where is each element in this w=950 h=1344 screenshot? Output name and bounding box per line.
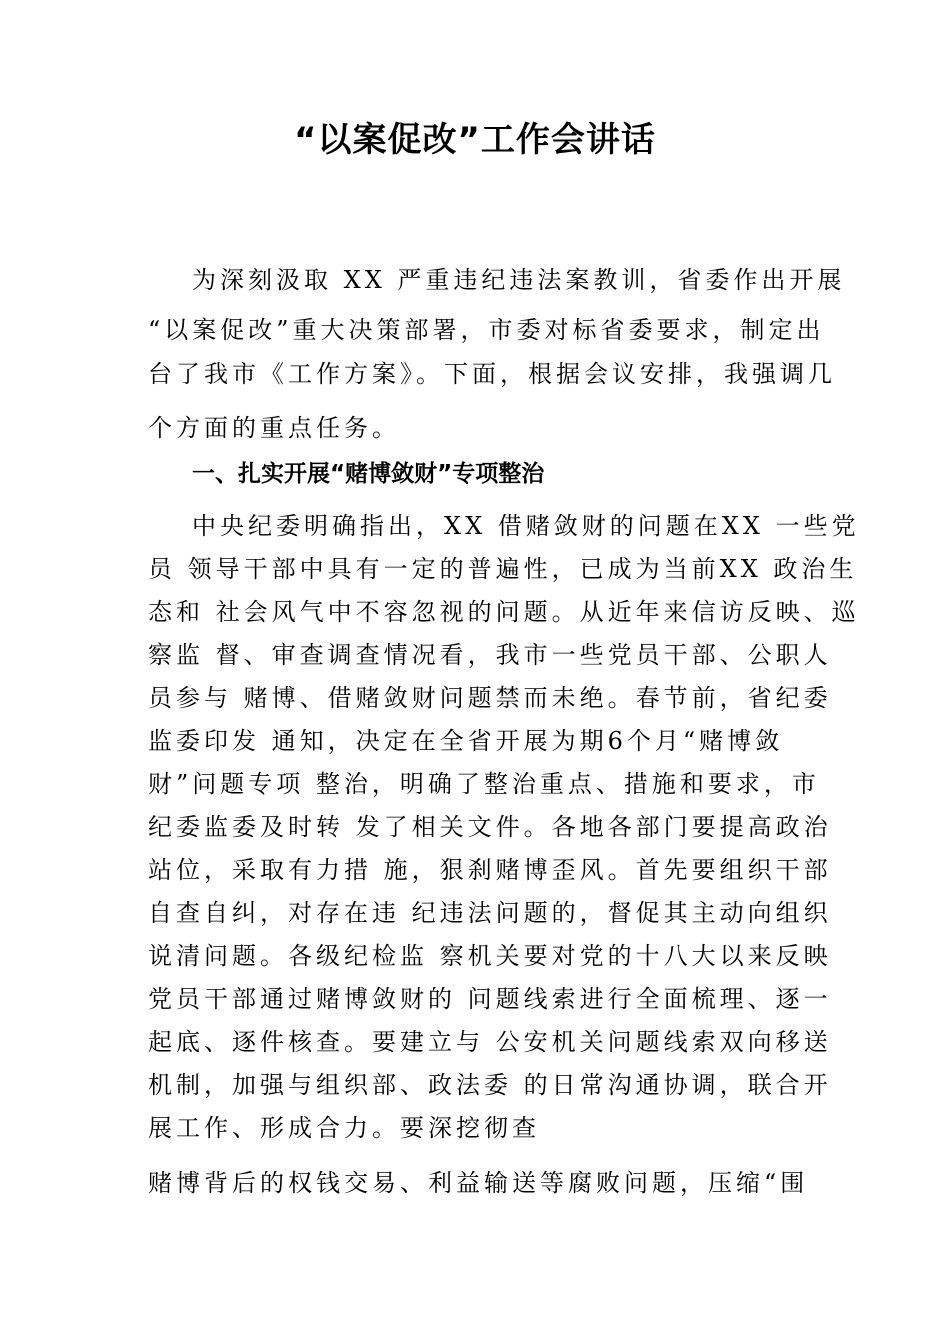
body-line: 监委印发 通知，决定在全省开展为期6个月“赌博敛 <box>148 727 784 755</box>
body-line: 中央纪委明确指出，XX 借赌敛财的问题在XX 一些党 <box>192 512 860 540</box>
body-line: 站位，采取有力措 施，狠刹赌博歪风。首先要组织干部 <box>148 856 832 884</box>
body-line: 员参与 赌博、借赌敛财问题禁而未绝。春节前，省纪委 <box>148 684 832 712</box>
intro-line: 台了我市《工作方案》。下面，根据会议安排，我强调几 <box>148 360 836 388</box>
body-line: 机制，加强与组织部、政法委 的日常沟通协调，联合开 <box>148 1071 832 1099</box>
intro-line: “以案促改”重大决策部署，市委对标省委要求，制定出 <box>148 316 825 344</box>
body-line: 财”问题专项 整治，明确了整治重点、措施和要求，市 <box>148 770 820 798</box>
body-line: 起底、逐件核查。要建立与 公安机关问题线索双向移送 <box>148 1028 832 1056</box>
body-line: 展工作、形成合力。要深挖彻查 <box>148 1114 540 1142</box>
intro-line: 个方面的重点任务。 <box>148 414 400 442</box>
body-line: 自查自纠，对存在违 纪违法问题的，督促其主动向组织 <box>148 899 832 927</box>
body-line: 赌博背后的权钱交易、利益输送等腐败问题，压缩“围 <box>148 1169 809 1197</box>
body-line: 态和 社会风气中不容忽视的问题。从近年来信访反映、巡 <box>148 598 860 626</box>
body-line: 员 领导干部中具有一定的普遍性，已成为当前XX 政治生 <box>148 555 858 583</box>
body-line: 党员干部通过赌博敛财的 问题线索进行全面梳理、逐一 <box>148 985 832 1013</box>
intro-line: 为深刻汲取 XX 严重违纪违法案教训，省委作出开展 <box>192 266 846 294</box>
body-line: 说清问题。各级纪检监 察机关要对党的十八大以来反映 <box>148 942 832 970</box>
section-heading: 一、扎实开展“赌博敛财”专项整治 <box>192 461 545 487</box>
document-title: “以案促改”工作会讲话 <box>294 120 656 160</box>
body-line: 纪委监委及时转 发了相关文件。各地各部门要提高政治 <box>148 813 832 841</box>
body-line: 察监 督、审查调查情况看，我市一些党员干部、公职人 <box>148 641 832 669</box>
